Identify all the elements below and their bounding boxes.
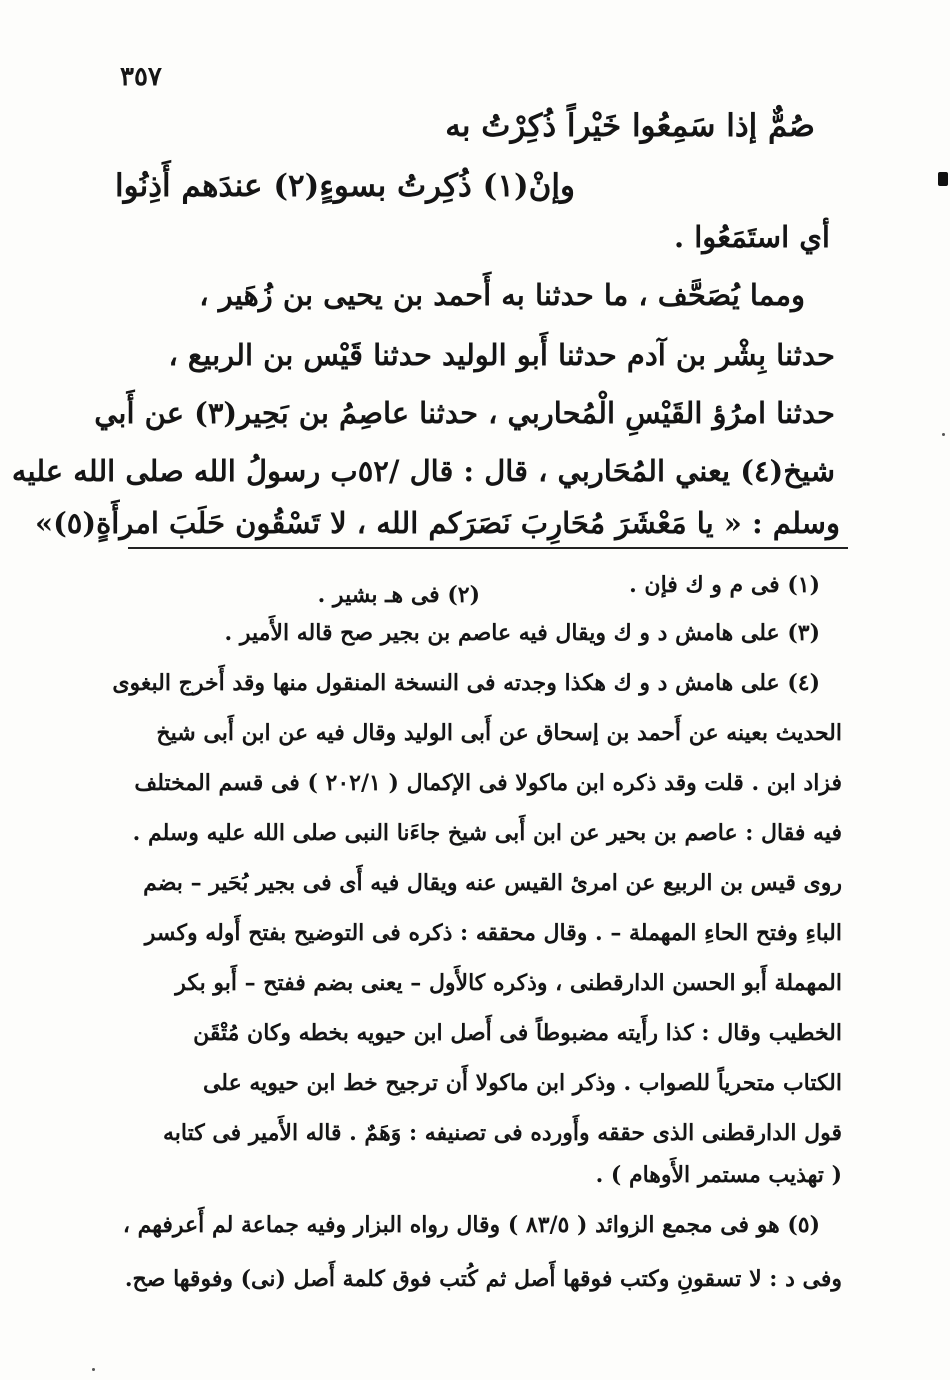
- page-number: ٣٥٧: [120, 62, 162, 92]
- verse-line-1: صُمٌّ إذا سَمِعُوا خَيْراً ذُكِرْتُ به: [445, 108, 815, 144]
- footnote-4-line-3: فزاد ابن . قلت وقد ذكره ابن ماكولا فى الإكمال ( ٢٠٢/١ ) فى قسم المختلف: [134, 770, 842, 796]
- footnote-5-line-1: (٥) هو فى مجمع الزوائد ( ٨٣/٥ ) وقال رواه البزار وفيه جماعة لم أَعرفهم ،: [122, 1212, 820, 1238]
- scan-speck: [942, 433, 945, 436]
- footnote-4-line-6: الباءِ وفتح الحاءِ المهملة – . وقال محققه : ذكره فى التوضيح بفتح أَوله وكسر: [144, 920, 842, 946]
- footnote-4-line-5: روى قيس بن الربيع عن امرئ القيس عنه ويقال فيه أَى فى بجير بُحَير – بضم: [143, 870, 842, 896]
- verse-line-2: وإنْ(١) ذُكِرتُ بسوءٍ(٢) عندَهم أَذِنُوا: [114, 168, 575, 204]
- body-line-3: حدثنا امرُؤ القَيْسِ الْمُحاربي ، حدثنا عاصِمُ بن بَحِير(٣) عن أَبي: [94, 396, 835, 430]
- body-line-5: وسلم : « يا مَعْشَرَ مُحَارِبَ نَصَرَكم الله ، لا تَسْقُون حَلَبَ امرأَةٍ(٥)»: [34, 506, 840, 540]
- footnote-4-line-7: المهملة أَبو الحسن الدارقطنى ، وذكره كالأَول – يعنى بضم ففتح – أَبو بكر: [175, 970, 842, 996]
- footnote-4-line-9: الكتاب متحرياً للصواب . وذكر ابن ماكولا أَن ترجيح خط ابن حيويه على: [202, 1070, 842, 1096]
- footnote-4-line-2: الحديث بعينه عن أَحمد بن إسحاق عن أَبى الوليد وقال فيه عن ابن أَبى شيخ: [156, 720, 842, 746]
- footnote-5-line-2: وفى د : لا تسقونِ وكتب فوقها أَصل ثم كُتب فوق كلمة أَصل (نى) وفوقها صح.: [124, 1266, 842, 1292]
- footnote-4-line-1: (٤) على هامش د و ك هكذا وجدته فى النسخة المنقول منها وقد أَخرج البغوى: [112, 670, 820, 696]
- footnote-4-line-10: قول الدارقطنى الذى حققه وأَورده فى تصنيفه : وَهَمٌ . قاله الأَمير فى كتابه: [162, 1120, 842, 1146]
- footnote-2: (٢) فى هـ بشير .: [317, 582, 480, 608]
- footnote-3: (٣) على هامش د و ك ويقال فيه عاصم بن بجير صح قاله الأَمير .: [224, 620, 820, 646]
- scan-speck: [92, 1368, 95, 1371]
- footnote-1: (١) فى م و ك فإن .: [629, 572, 820, 598]
- footnote-separator: [128, 547, 848, 549]
- scan-edge-mark: [938, 172, 948, 186]
- body-line-2: حدثنا بِشْر بن آدم حدثنا أَبو الوليد حدثنا قَيْس بن الربيع ،: [168, 338, 835, 372]
- footnote-4-line-11: ( تهذيب مستمر الأَوهام ) .: [595, 1162, 842, 1188]
- footnote-4-line-8: الخطيب وقال : كذا رأَيته مضبوطاً فى أَصل ابن حيويه بخطه وكان مُتْقَن: [193, 1020, 842, 1046]
- verse-gloss: أي استَمَعُوا .: [674, 220, 830, 254]
- body-line-1: ومما يُصَحَّف ، ما حدثنا به أَحمد بن يحيى بن زُهَير ،: [199, 278, 805, 312]
- body-line-4: شيخ(٤) يعني المُحَاربي ، قال : قال /٥٢ب رسولُ الله صلى الله عليه: [11, 454, 835, 488]
- footnote-4-line-4: فيه فقال : عاصم بن بحير عن ابن أَبى شيخ جاءَنا النبى صلى الله عليه وسلم .: [132, 820, 842, 846]
